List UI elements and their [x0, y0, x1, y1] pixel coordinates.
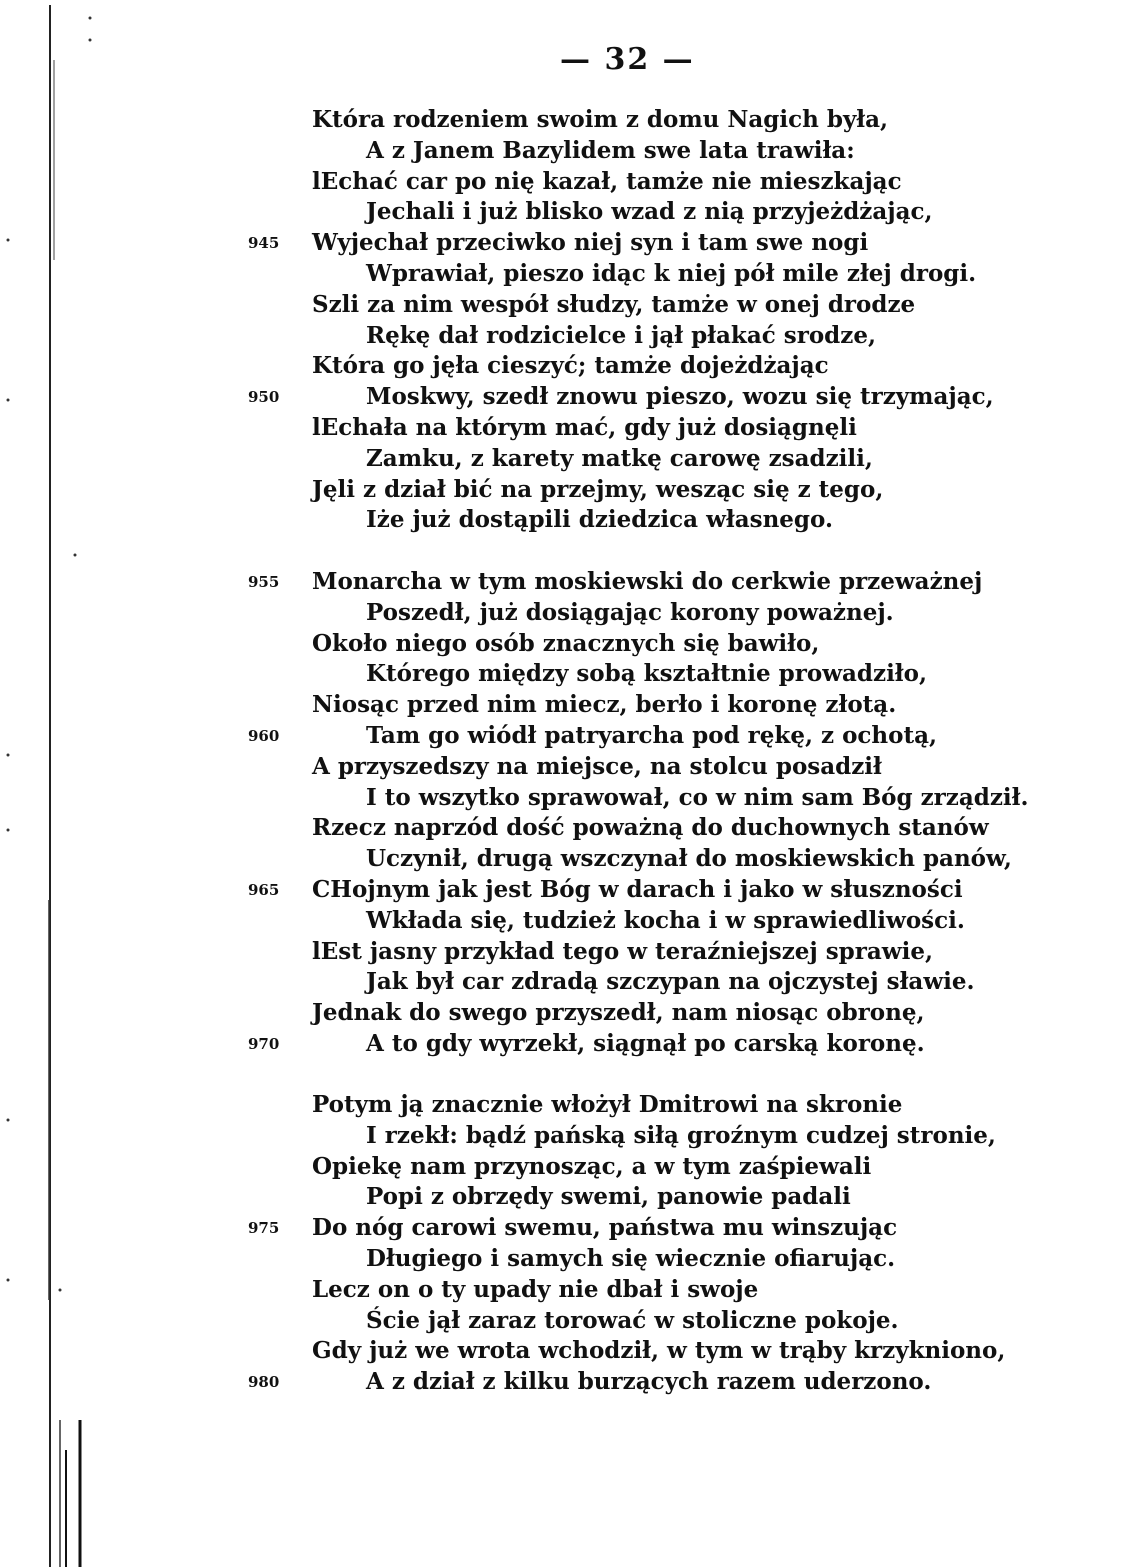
verse-line: [0, 782, 1140, 813]
verse-line: [0, 320, 1140, 351]
verse-text: lEchać car po nię kazał, tamże nie mieszkając: [312, 168, 902, 195]
verse-text: Jednak do swego przyszedł, nam niosąc obronę,: [312, 999, 925, 1026]
verse-line: [0, 843, 1140, 874]
verse-line: [0, 135, 1140, 166]
verse-line: [0, 350, 1140, 381]
verse-line: [0, 936, 1140, 967]
verse-text: Rękę dał rodzicielce i jął płakać srodze,: [366, 322, 876, 349]
verse-text: Do nóg carowi swemu, państwa mu winszując: [312, 1214, 898, 1241]
verse-text: Jęli z dział bić na przejmy, wesząc się z tego,: [312, 476, 884, 503]
verse-text: Opiekę nam przynosząc, a w tym zaśpiewali: [312, 1153, 872, 1180]
verse-text: A to gdy wyrzekł, siągnął po carską koronę.: [366, 1030, 925, 1057]
verse-text: Potym ją znacznie włożył Dmitrowi na skronie: [312, 1091, 903, 1118]
verse-text: lEst jasny przykład tego w teraźniejszej sprawie,: [312, 938, 933, 965]
verse-text: Którego między sobą kształtnie prowadziło,: [366, 660, 928, 687]
verse-line: [0, 966, 1140, 997]
verse-text: I rzekł: bądź pańską siłą groźnym cudzej stronie,: [366, 1122, 996, 1149]
verse-text: Jak był car zdradą szczypan na ojczystej sławie.: [366, 968, 975, 995]
verse-line: [0, 104, 1140, 135]
verse-line: [0, 381, 1140, 412]
verse-text: Wprawiał, pieszo idąc k niej pół mile złej drogi.: [366, 260, 977, 287]
verse-text: Monarcha w tym moskiewski do cerkwie przeważnej: [312, 568, 983, 595]
verse-text: Tam go wiódł patryarcha pod rękę, z ochotą,: [366, 722, 938, 749]
verse-text: A z Janem Bazylidem swe lata trawiła:: [366, 137, 855, 164]
verse-text: Moskwy, szedł znowu pieszo, wozu się trzymając,: [366, 383, 994, 410]
verse-text: Gdy już we wrota wchodził, w tym w trąby krzykniono,: [312, 1337, 1006, 1364]
verse-line: [0, 874, 1140, 905]
verse-text: lEchała na którym mać, gdy już dosiągnęli: [312, 414, 857, 441]
verse-text: Poszedł, już dosiągając korony poważnej.: [366, 599, 894, 626]
verse-line: [0, 1120, 1140, 1151]
verse-text: A z dział z kilku burzących razem uderzono.: [366, 1368, 932, 1395]
verse-line: [0, 474, 1140, 505]
verse-line: [0, 751, 1140, 782]
verse-text: Zamku, z karety matkę carowę zsadzili,: [366, 445, 873, 472]
page-number: — 32 —: [560, 42, 695, 77]
line-number: 950: [248, 388, 280, 406]
verse-line: [0, 812, 1140, 843]
verse-text: Rzecz naprzód dość poważną do duchownych stanów: [312, 814, 989, 841]
verse-text: Niosąc przed nim miecz, berło i koronę złotą.: [312, 691, 897, 718]
verse-text: Iże już dostąpili dziedzica własnego.: [366, 506, 833, 533]
verse-line: [0, 628, 1140, 659]
verse-text: CHojnym jak jest Bóg w darach i jako w słuszności: [312, 876, 963, 903]
verse-text: Jechali i już blisko wzad z nią przyjeżdżając,: [366, 198, 933, 225]
verse-line: [0, 1366, 1140, 1397]
line-number: 975: [248, 1219, 280, 1237]
verse-line: [0, 566, 1140, 597]
verse-text: I to wszytko sprawował, co w nim sam Bóg zrządził.: [366, 784, 1029, 811]
verse-line: [0, 1212, 1140, 1243]
verse-text: Popi z obrzędy swemi, panowie padali: [366, 1183, 851, 1210]
verse-line: [0, 504, 1140, 535]
verse-line: [0, 289, 1140, 320]
line-number: 955: [248, 573, 280, 591]
verse-text: Lecz on o ty upady nie dbał i swoje: [312, 1276, 759, 1303]
verse-line: [0, 443, 1140, 474]
verse-line: [0, 1274, 1140, 1305]
line-number: 965: [248, 881, 280, 899]
line-number: 945: [248, 234, 280, 252]
verse-line: [0, 1243, 1140, 1274]
verse-line: [0, 258, 1140, 289]
verse-text: Uczynił, drugą wszczynał do moskiewskich panów,: [366, 845, 1012, 872]
verse-text: Szli za nim wespół słudzy, tamże w onej drodze: [312, 291, 916, 318]
line-number: 970: [248, 1035, 280, 1053]
verse-line: [0, 1305, 1140, 1336]
verse-line: [0, 166, 1140, 197]
verse-line: [0, 1151, 1140, 1182]
verse-line: [0, 1181, 1140, 1212]
verse-line: [0, 1335, 1140, 1366]
verse-line: [0, 1028, 1140, 1059]
verse-line: [0, 689, 1140, 720]
verse-line: [0, 997, 1140, 1028]
verse-line: [0, 1089, 1140, 1120]
verse-line: [0, 227, 1140, 258]
verse-text: Która go jęła cieszyć; tamże dojeżdżając: [312, 352, 829, 379]
verse-text: A przyszedszy na miejsce, na stolcu posadził: [312, 753, 882, 780]
verse-line: [0, 196, 1140, 227]
verse-text: Długiego i samych się wiecznie ofiarując.: [366, 1245, 896, 1272]
verse-line: [0, 597, 1140, 628]
line-number: 960: [248, 727, 280, 745]
verse-text: Ście jął zaraz torować w stoliczne pokoje.: [366, 1307, 899, 1334]
verse-text: Około niego osób znacznych się bawiło,: [312, 630, 820, 657]
verse-text: Wkłada się, tudzież kocha i w sprawiedliwości.: [366, 907, 965, 934]
verse-line: [0, 905, 1140, 936]
verse-line: [0, 412, 1140, 443]
verse-text: Która rodzeniem swoim z domu Nagich była,: [312, 106, 889, 133]
line-number: 980: [248, 1373, 280, 1391]
verse-line: [0, 658, 1140, 689]
verse-text: Wyjechał przeciwko niej syn i tam swe nogi: [312, 229, 869, 256]
verse-line: [0, 720, 1140, 751]
